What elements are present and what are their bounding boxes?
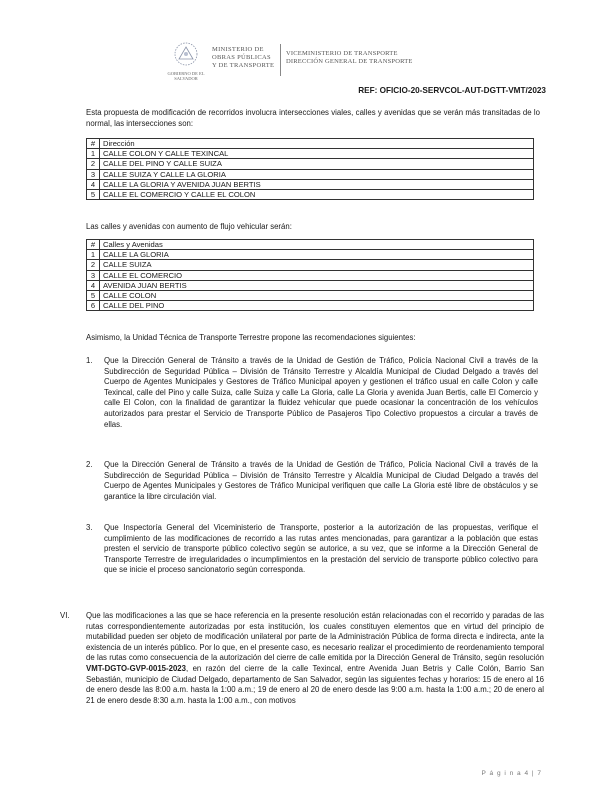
row-number: 5	[87, 190, 100, 200]
section-text-b: , en razón del cierre de la calle Texincal, entre Avenida Juan Betris y Calle Colón, Barrio San Sebastián, municipio de Ciudad Delgado, departamento de San Salvador, según las siguientes fechas y horarios: 15 de enero al 16 de enero desde las 8:00 a.m. hasta la 1:00 a.m.; 19 de enero al 20 de enero desde las 9:00 a.m. hasta la 1:00 a.m.; 20 de enero al 21 de enero desde 8:30 a.m. hasta la 1:00 a.m., con motivos	[86, 663, 544, 705]
row-value: CALLE DEL PINO Y CALLE SUIZA	[100, 159, 534, 169]
intersections-table	[86, 138, 534, 200]
reference-number: REF: OFICIO-20-SERVCOL-AUT-DGTT-VMT/2023	[358, 86, 546, 95]
item-number: 1.	[86, 356, 93, 365]
vice-line: DIRECCIÓN GENERAL DE TRANSPORTE	[286, 58, 413, 65]
column-header: Dirección	[100, 139, 534, 149]
ministry-line: MINISTERIO DE	[212, 46, 264, 53]
row-number: 4	[87, 179, 100, 189]
row-value: CALLE EL COMERCIO	[100, 270, 534, 280]
vice-ministry-name	[286, 50, 413, 66]
row-value: CALLE DEL PINO	[100, 301, 534, 311]
row-number: 4	[87, 280, 100, 290]
item-number: 3.	[86, 523, 93, 532]
row-number: 1	[87, 149, 100, 159]
table-header-row	[87, 139, 534, 149]
row-number: 3	[87, 169, 100, 179]
table-row	[87, 270, 534, 280]
table-header-row	[87, 240, 534, 250]
seal-caption: GOBIERNO DE EL SALVADOR	[167, 71, 205, 81]
row-value: AVENIDA JUAN BERTIS	[100, 280, 534, 290]
row-number: 2	[87, 260, 100, 270]
row-number: 5	[87, 291, 100, 301]
letterhead	[168, 40, 428, 80]
row-value: CALLE COLON	[100, 291, 534, 301]
intro-paragraph: Esta propuesta de modificación de recorridos involucra intersecciones viales, calles y avenidas que se verán más transitadas de lo normal, las intersecciones son:	[86, 108, 540, 128]
row-value: CALLE COLON Y CALLE TEXINCAL	[100, 149, 534, 159]
column-header: #	[87, 240, 100, 250]
table-row	[87, 260, 534, 270]
table-row	[87, 301, 534, 311]
row-number: 3	[87, 270, 100, 280]
header-divider	[280, 44, 281, 76]
ministry-line: OBRAS PÚBLICAS	[212, 54, 271, 61]
row-value: CALLE SUIZA	[100, 260, 534, 270]
row-number: 2	[87, 159, 100, 169]
streets-table	[86, 239, 534, 311]
item-text: Que la Dirección General de Tránsito a través de la Unidad de Gestión de Tráfico, Policía Nacional Civil a través de la Subdirección de Seguridad Pública – División de Tránsito Terrestre y Alcaldía Municipal de Ciudad Delgado a través del Cuerpo de Agentes Municipales y Gestores de Tráfico Municipal verifiquen que calle La Gloria esté libre de obstáculos y se garantice la libre circulación vial.	[104, 460, 538, 501]
row-value: CALLE LA GLORIA	[100, 250, 534, 260]
row-value: CALLE SUIZA Y CALLE LA GLORIA	[100, 169, 534, 179]
section-text	[86, 611, 544, 706]
table-row	[87, 190, 534, 200]
section-text-a: Que las modificaciones a las que se hace referencia en la presente resolución están relacionadas con el recorrido y paradas de las rutas correspondientemente autorizadas por esta institución, los cuales constituyen elementos que en virtud del principio de mutabilidad pueden ser objeto de modificación unilateral por parte de la Administración Pública de forma directa e indirecta, ante la existencia de un interés público. Por lo que, en el presente caso, es necesario realizar el procedimiento de reordenamiento temporal de las rutas como consecuencia de la autorización del cierre de calle emitida por la Dirección General de Tránsito, según resolución	[86, 611, 544, 663]
table-row	[87, 291, 534, 301]
table-row	[87, 169, 534, 179]
ministry-line: Y DE TRANSPORTE	[212, 62, 275, 69]
table-row	[87, 250, 534, 260]
column-header: Calles y Avenidas	[100, 240, 534, 250]
column-header: #	[87, 139, 100, 149]
table-row	[87, 280, 534, 290]
table-row	[87, 179, 534, 189]
resolution-number: VMT-DGTO-GVP-0015-2023	[86, 663, 186, 673]
streets-intro: Las calles y avenidas con aumento de flujo vehicular serán:	[86, 222, 292, 231]
table-row	[87, 159, 534, 169]
item-text: Que Inspectoría General del Viceministerio de Transporte, posterior a la autorización de las propuestas, verifique el cumplimiento de las modificaciones de recorrido a las rutas antes mencionadas, para garantizar a la población que estas presten el servicio de transporte público colectivo según se autorice, a su vez, que se informe a la Dirección General de Transporte Terrestre de irregularidades o incumplimientos en la prestación del servicio de transporte público colectivo para que se inicie el proceso sancionatorio según corresponda.	[104, 523, 538, 575]
vice-line: VICEMINISTERIO DE TRANSPORTE	[286, 50, 398, 57]
table-row	[87, 149, 534, 159]
ministry-name	[212, 46, 274, 70]
row-number: 6	[87, 301, 100, 311]
item-text: Que la Dirección General de Tránsito a través de la Unidad de Gestión de Tráfico, Policía Nacional Civil a través de la Subdirección de Seguridad Pública – División de Tránsito Terrestre y Alcaldía Municipal de Ciudad Delgado a través del Cuerpo de Agentes Municipales y Gestores de Tráfico Municipal apoyen y gestionen el tráfico usual en calle Colon y calle Texincal, calle del Pino y calle Suiza, calle Suiza y calle La Gloria, calle La Gloria y avenida Juan Bertis, calle El Comercio y calle El Colon, con la finalidad de garantizar la fluidez vehicular que puede ocasionar la concentración de los vehículos autorizados para prestar el Servicio de Transporte Público de Pasajeros Tipo Colectivo propuestos a circular a través de ellas.	[104, 356, 538, 429]
row-value: CALLE EL COMERCIO Y CALLE EL COLON	[100, 190, 534, 200]
item-number: 2.	[86, 460, 93, 469]
section-number: VI.	[60, 611, 70, 620]
row-value: CALLE LA GLORIA Y AVENIDA JUAN BERTIS	[100, 179, 534, 189]
page-number: P á g i n a 4 | 7	[481, 770, 542, 777]
recommendations-intro: Asimismo, la Unidad Técnica de Transporte Terrestre propone las recomendaciones siguientes:	[86, 333, 416, 342]
row-number: 1	[87, 250, 100, 260]
